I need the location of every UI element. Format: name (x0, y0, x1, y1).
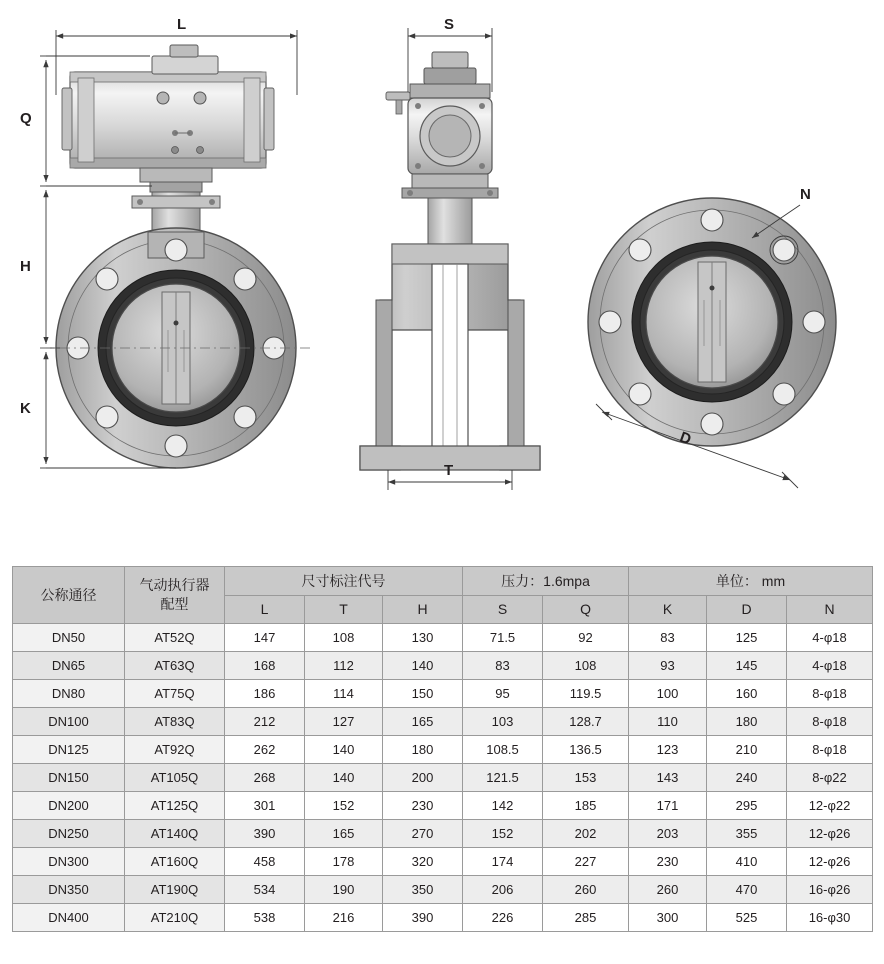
cell-nominal-diameter: DN125 (13, 736, 125, 764)
cell-nominal-diameter: DN350 (13, 876, 125, 904)
cell-Q: 128.7 (543, 708, 629, 736)
cell-D: 355 (707, 820, 787, 848)
cell-K: 100 (629, 680, 707, 708)
header-actuator-model (125, 567, 225, 624)
table-row (13, 680, 873, 708)
table-row (13, 820, 873, 848)
cell-T: 190 (305, 876, 383, 904)
cell-N: 12-φ22 (787, 792, 873, 820)
header-pressure: 压力：1.6mpa (463, 567, 629, 596)
cell-L: 168 (225, 652, 305, 680)
cell-Q: 153 (543, 764, 629, 792)
cell-nominal-diameter: DN300 (13, 848, 125, 876)
cell-D: 410 (707, 848, 787, 876)
cell-actuator-model: AT75Q (125, 680, 225, 708)
cell-S: 206 (463, 876, 543, 904)
dim-label-H: H (20, 258, 31, 275)
cell-K: 260 (629, 876, 707, 904)
cell-H: 320 (383, 848, 463, 876)
cell-L: 458 (225, 848, 305, 876)
cell-nominal-diameter: DN100 (13, 708, 125, 736)
cell-nominal-diameter: DN400 (13, 904, 125, 932)
cell-nominal-diameter: DN200 (13, 792, 125, 820)
cell-H: 270 (383, 820, 463, 848)
cell-H: 165 (383, 708, 463, 736)
cell-actuator-model: AT210Q (125, 904, 225, 932)
cell-nominal-diameter: DN150 (13, 764, 125, 792)
cell-L: 301 (225, 792, 305, 820)
cell-D: 210 (707, 736, 787, 764)
cell-L: 262 (225, 736, 305, 764)
header-col-Q: Q (543, 595, 629, 624)
dim-label-L: L (177, 16, 187, 33)
cell-S: 83 (463, 652, 543, 680)
cell-nominal-diameter: DN250 (13, 820, 125, 848)
cell-K: 171 (629, 792, 707, 820)
cell-N: 4-φ18 (787, 652, 873, 680)
cell-K: 93 (629, 652, 707, 680)
cell-H: 230 (383, 792, 463, 820)
cell-N: 16-φ30 (787, 904, 873, 932)
cell-K: 123 (629, 736, 707, 764)
specification-table (12, 566, 873, 932)
cell-Q: 185 (543, 792, 629, 820)
cell-Q: 119.5 (543, 680, 629, 708)
cell-N: 8-φ18 (787, 708, 873, 736)
specification-table-wrap (12, 566, 872, 932)
header-actuator-line1: 气动执行器 (139, 577, 210, 593)
cell-T: 108 (305, 624, 383, 652)
cell-H: 150 (383, 680, 463, 708)
cell-nominal-diameter: DN50 (13, 624, 125, 652)
cell-D: 295 (707, 792, 787, 820)
cell-D: 525 (707, 904, 787, 932)
cell-N: 8-φ18 (787, 736, 873, 764)
cell-Q: 108 (543, 652, 629, 680)
cell-T: 152 (305, 792, 383, 820)
cell-S: 142 (463, 792, 543, 820)
cell-S: 108.5 (463, 736, 543, 764)
cell-S: 121.5 (463, 764, 543, 792)
cell-D: 470 (707, 876, 787, 904)
cell-K: 83 (629, 624, 707, 652)
cell-T: 114 (305, 680, 383, 708)
table-row (13, 904, 873, 932)
cell-N: 12-φ26 (787, 820, 873, 848)
cell-actuator-model: AT52Q (125, 624, 225, 652)
table-row (13, 764, 873, 792)
cell-Q: 202 (543, 820, 629, 848)
cell-Q: 136.5 (543, 736, 629, 764)
table-row (13, 876, 873, 904)
header-col-H: H (383, 595, 463, 624)
header-nominal-diameter: 公称通径 (13, 567, 125, 624)
side-view (360, 28, 540, 490)
cell-S: 226 (463, 904, 543, 932)
cell-L: 534 (225, 876, 305, 904)
table-row (13, 848, 873, 876)
cell-actuator-model: AT105Q (125, 764, 225, 792)
dim-label-D: D (677, 428, 694, 449)
cell-T: 216 (305, 904, 383, 932)
dim-label-N: N (800, 186, 811, 203)
cell-actuator-model: AT140Q (125, 820, 225, 848)
cell-L: 538 (225, 904, 305, 932)
cell-N: 16-φ26 (787, 876, 873, 904)
header-col-L: L (225, 595, 305, 624)
cell-T: 165 (305, 820, 383, 848)
cell-H: 200 (383, 764, 463, 792)
front-view (40, 30, 310, 468)
header-col-D: D (707, 595, 787, 624)
cell-actuator-model: AT125Q (125, 792, 225, 820)
cell-K: 300 (629, 904, 707, 932)
cell-N: 8-φ18 (787, 680, 873, 708)
header-dimension-code: 尺寸标注代号 (225, 567, 463, 596)
table-row (13, 736, 873, 764)
cell-N: 4-φ18 (787, 624, 873, 652)
cell-T: 112 (305, 652, 383, 680)
cell-nominal-diameter: DN65 (13, 652, 125, 680)
cell-L: 147 (225, 624, 305, 652)
cell-Q: 92 (543, 624, 629, 652)
table-row (13, 652, 873, 680)
cell-H: 390 (383, 904, 463, 932)
cell-T: 140 (305, 764, 383, 792)
cell-L: 212 (225, 708, 305, 736)
header-col-K: K (629, 595, 707, 624)
cell-S: 103 (463, 708, 543, 736)
header-col-N: N (787, 595, 873, 624)
cell-D: 125 (707, 624, 787, 652)
face-view (588, 198, 836, 488)
cell-H: 140 (383, 652, 463, 680)
table-row (13, 792, 873, 820)
cell-T: 178 (305, 848, 383, 876)
dim-label-Q: Q (20, 110, 32, 127)
cell-H: 180 (383, 736, 463, 764)
header-col-T: T (305, 595, 383, 624)
dim-label-T: T (444, 462, 454, 479)
cell-actuator-model: AT160Q (125, 848, 225, 876)
cell-actuator-model: AT190Q (125, 876, 225, 904)
cell-T: 140 (305, 736, 383, 764)
cell-L: 268 (225, 764, 305, 792)
cell-nominal-diameter: DN80 (13, 680, 125, 708)
table-row (13, 624, 873, 652)
cell-K: 110 (629, 708, 707, 736)
cell-S: 152 (463, 820, 543, 848)
cell-D: 145 (707, 652, 787, 680)
cell-H: 350 (383, 876, 463, 904)
table-body (13, 624, 873, 932)
cell-S: 95 (463, 680, 543, 708)
cell-K: 230 (629, 848, 707, 876)
dim-label-S: S (444, 16, 455, 33)
cell-L: 186 (225, 680, 305, 708)
cell-N: 12-φ26 (787, 848, 873, 876)
cell-actuator-model: AT83Q (125, 708, 225, 736)
cell-D: 180 (707, 708, 787, 736)
table-row (13, 708, 873, 736)
cell-T: 127 (305, 708, 383, 736)
cell-D: 240 (707, 764, 787, 792)
cell-Q: 227 (543, 848, 629, 876)
cell-K: 203 (629, 820, 707, 848)
cell-S: 174 (463, 848, 543, 876)
header-actuator-line2: 配型 (160, 596, 189, 612)
cell-D: 160 (707, 680, 787, 708)
header-unit: 单位： mm (629, 567, 873, 596)
table-header (13, 567, 873, 624)
header-row-top (13, 567, 873, 596)
cell-actuator-model: AT92Q (125, 736, 225, 764)
cell-H: 130 (383, 624, 463, 652)
header-col-S: S (463, 595, 543, 624)
cell-Q: 285 (543, 904, 629, 932)
cell-K: 143 (629, 764, 707, 792)
dim-label-K: K (20, 400, 31, 417)
cell-Q: 260 (543, 876, 629, 904)
cell-N: 8-φ22 (787, 764, 873, 792)
cell-S: 71.5 (463, 624, 543, 652)
cell-L: 390 (225, 820, 305, 848)
cell-actuator-model: AT63Q (125, 652, 225, 680)
